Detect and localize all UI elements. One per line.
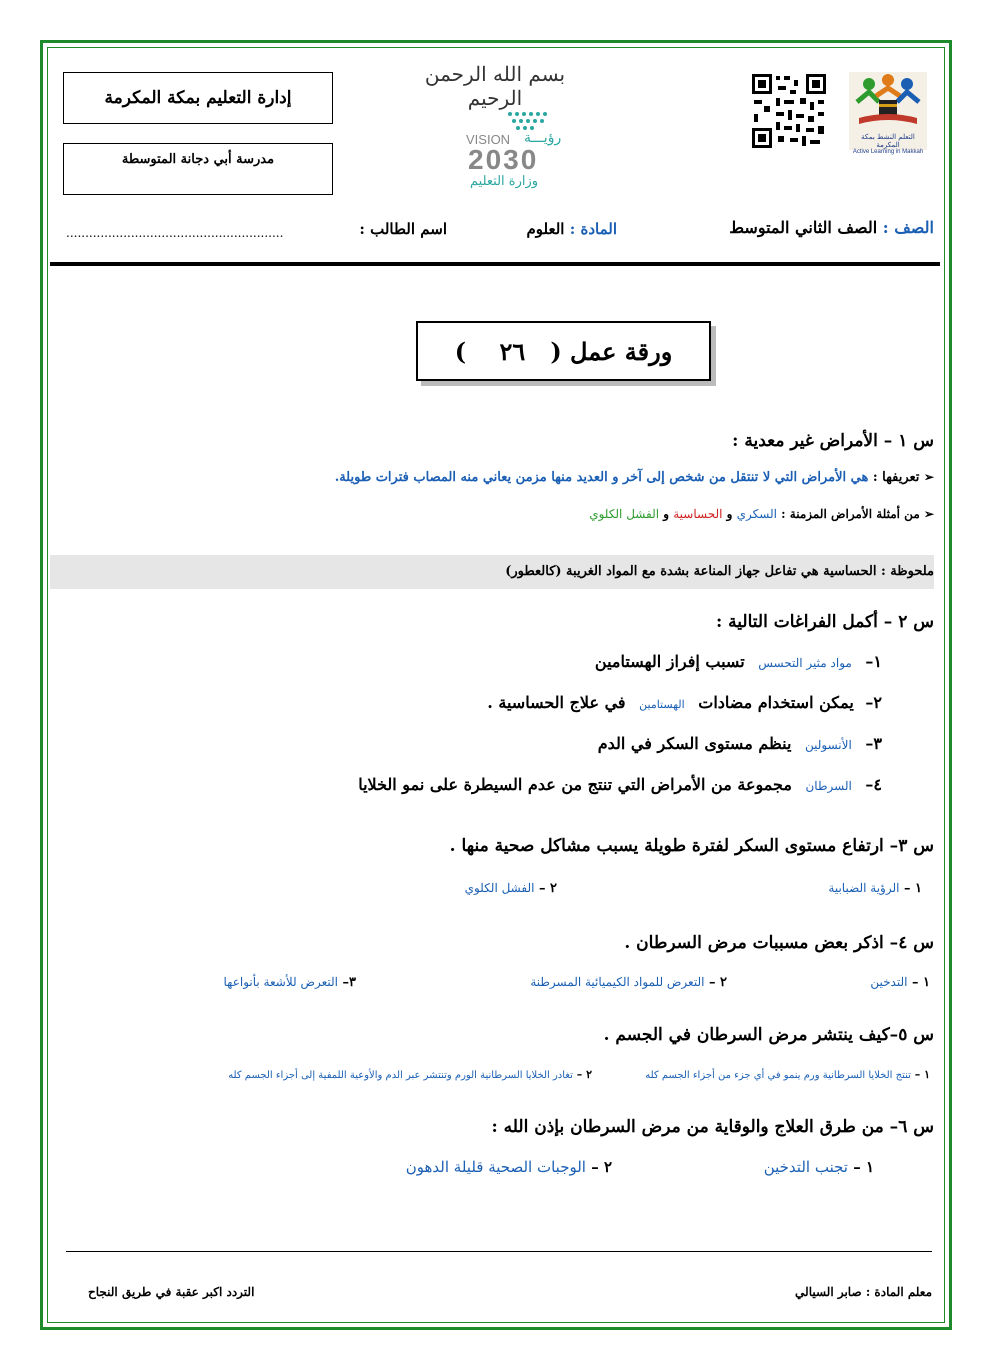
q5-answer[interactable]: تنتج الخلايا السرطانية ورم ينمو في أي جزء من أجزاء الجسم كله [645, 1070, 911, 1081]
basmala: بسم الله الرحمن الرحيم [424, 62, 566, 110]
q2-item-2 [487, 693, 882, 712]
q1-example-3: الفشل الكلوي [589, 507, 660, 521]
q3-answer[interactable]: الرؤية الضبابية [828, 881, 900, 895]
q4-title: س ٤– اذكر بعض مسببات مرض السرطان . [624, 933, 934, 953]
q6-answer[interactable]: تجنب التدخين [763, 1158, 848, 1176]
q2-item-text: ينظم مستوى السكر في الدم [597, 734, 792, 753]
q2-item-text: تسبب إفراز الهستامين [594, 652, 745, 671]
q6-answer[interactable]: الوجبات الصحية قليلة الدهون [405, 1158, 586, 1176]
school-name: مدرسة أبي دجانة المتوسطة [121, 152, 275, 167]
q1-def-label: تعريفها : [872, 470, 920, 485]
student-name-label: اسم الطالب : [359, 220, 447, 238]
q2-item-num: ٢– [865, 693, 882, 712]
q3-num: ٢ – [538, 881, 557, 896]
q6-answer-1 [764, 1158, 874, 1176]
grade-field [729, 218, 934, 237]
q2-answer[interactable]: الهستامين [639, 698, 685, 711]
q1-def-text: هي الأمراض التي لا تنتقل من شخص إلى آخر و العديد منها مزمن يعاني منه المصاب فترات طويلة. [334, 470, 869, 485]
header-divider [50, 262, 940, 266]
vision-2030-logo [462, 108, 582, 193]
q5-answer-2 [228, 1068, 592, 1081]
sheet-title: ورقة عمل ( ٢٦ ) [454, 336, 673, 366]
q2-item-text: مجموعة من الأمراض التي تنتج من عدم السيطرة على نمو الخلايا [358, 775, 792, 794]
subject-field [527, 220, 618, 238]
q2-item-num: ٤– [865, 775, 882, 794]
q5-answer[interactable]: تغادر الخلايا السرطانية الورم وتنتشر عبر الدم والأوعية اللمفية إلى أجزاء الجسم كله [228, 1070, 573, 1081]
q4-answer-3 [224, 975, 356, 990]
q5-num: ١ – [914, 1068, 930, 1081]
subject-label: المادة : [569, 220, 617, 238]
vision-latin: VISION [466, 132, 511, 147]
q1-example-2: الحساسية [673, 507, 723, 521]
q4-answer-2 [530, 975, 727, 990]
q6-title: س ٦– من طرق العلاج والوقاية من مرض السرطان بإذن الله : [491, 1117, 934, 1137]
admin-box [63, 72, 333, 124]
q2-answer[interactable]: السرطان [805, 779, 852, 793]
arrow-bullet-icon: ➢ [923, 507, 934, 521]
school-box [63, 143, 333, 195]
sheet-title-box [416, 321, 711, 381]
q2-answer[interactable]: مواد مثير التحسس [758, 656, 852, 670]
qr-code [750, 72, 828, 150]
q2-item-3 [598, 734, 882, 753]
q4-answer[interactable]: التدخين [870, 975, 908, 989]
q1-title: س ١ – الأمراض غير معدية : [732, 431, 934, 451]
student-name-blank[interactable]: ......................................................... [66, 226, 284, 240]
ministry-name: وزارة التعليم [470, 174, 539, 189]
q6-answer-2 [406, 1158, 612, 1176]
q4-num: ٣– [342, 975, 356, 990]
q2-item-4 [358, 775, 882, 794]
vision-arabic: رؤيـــة [524, 130, 562, 146]
motto: التردد اكبر عقبة في طريق النجاح [88, 1285, 255, 1299]
q1-examples [589, 507, 934, 521]
q5-title: س ٥–كيف ينتشر مرض السرطان في الجسم . [603, 1025, 934, 1045]
note-text: ملحوظة : الحساسية هي تفاعل جهاز المناعة بشدة مع المواد الغريبة (كالعطور) [505, 564, 934, 579]
q3-answer-1 [828, 881, 922, 896]
q1-example-1: السكري [736, 507, 777, 521]
q6-num: ٢ – [591, 1158, 612, 1176]
teacher-name: معلم المادة : صابر السيالي [795, 1285, 932, 1299]
active-learning-logo [849, 72, 927, 155]
subject-value: العلوم [526, 220, 565, 238]
q2-title: س ٢ – أكمل الفراغات التالية : [715, 612, 934, 632]
vision-year: 2030 [468, 144, 539, 175]
q3-title: س ٣– ارتفاع مستوى السكر لفترة طويلة يسبب مشاكل صحية منها . [449, 836, 934, 856]
q2-item-1 [595, 652, 882, 671]
q3-num: ١ – [903, 881, 922, 896]
q2-item-num: ٣– [865, 734, 882, 753]
q1-and-2: و [663, 507, 670, 521]
q1-examples-label: من أمثلة الأمراض المزمنة : [781, 507, 920, 521]
arrow-bullet-icon: ➢ [923, 470, 934, 484]
q4-answer[interactable]: التعرض للمواد الكيميائية المسرطنة [530, 975, 705, 989]
admin-name: إدارة التعليم بمكة المكرمة [104, 88, 292, 108]
q3-answer-2 [465, 881, 557, 896]
q2-item-text: يمكن استخدام مضادات [698, 693, 854, 712]
q4-answer-1 [870, 975, 930, 990]
q2-item-num: ١– [865, 652, 882, 671]
q4-num: ٢ – [708, 975, 727, 990]
logo-caption-ar: التعلم النشط بمكة المكرمة [861, 133, 915, 149]
footer-divider [66, 1251, 932, 1252]
q5-num: ٢ – [576, 1068, 592, 1081]
q1-and-1: و [726, 507, 733, 521]
logo-caption-en: Active Learning in Makkah [852, 149, 924, 155]
note-band [50, 555, 934, 589]
q2-item-text: في علاج الحساسية . [487, 693, 626, 712]
q3-answer[interactable]: الفشل الكلوي [464, 881, 535, 895]
grade-value: الصف الثاني المتوسط [729, 218, 878, 237]
grade-label: الصف : [882, 218, 934, 237]
q6-num: ١ – [853, 1158, 874, 1176]
q4-num: ١ – [911, 975, 930, 990]
q4-answer[interactable]: التعرض للأشعة بأنواعها [223, 975, 338, 989]
q5-answer-1 [645, 1068, 930, 1081]
q1-definition [335, 470, 934, 485]
q2-answer[interactable]: الأنسولين [804, 738, 852, 752]
